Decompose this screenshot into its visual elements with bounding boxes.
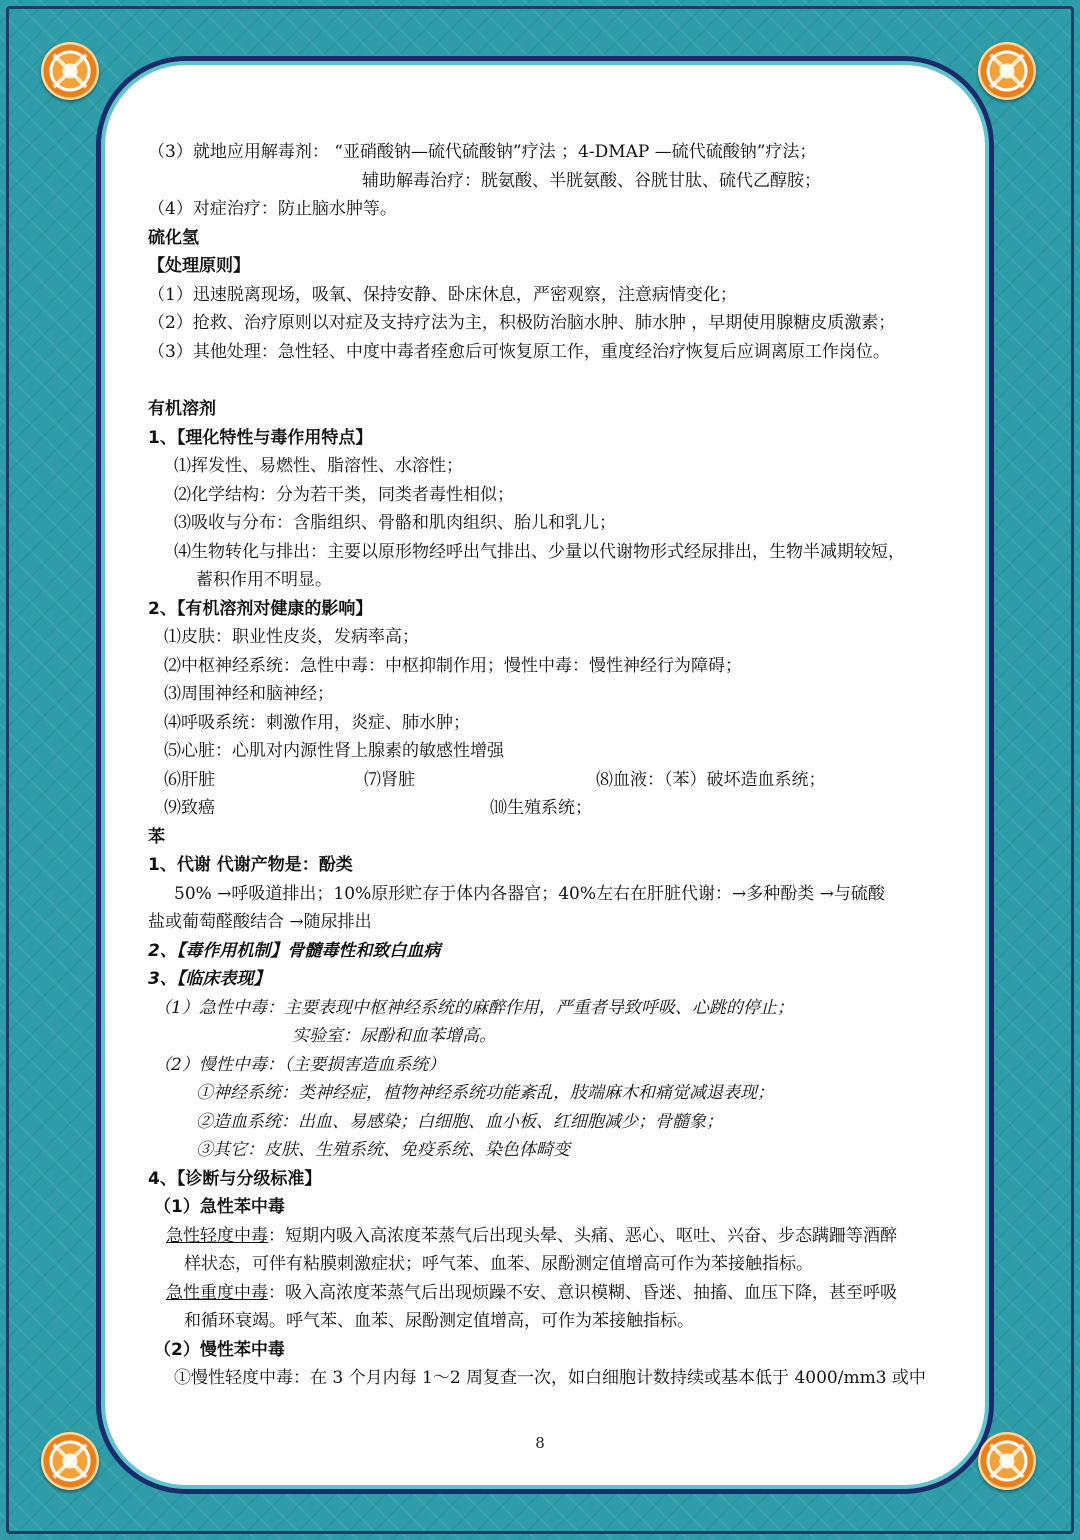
section-heading: 1、【理化特性与毒作用特点】 <box>148 428 373 448</box>
section-heading: 苯 <box>148 827 165 847</box>
text-line: （3）就地应用解毒剂： “亚硝酸钠—硫代硫酸钠”疗法 ；4-DMAP —硫代硫酸钠”疗法； <box>148 142 817 162</box>
text-line: ⑽生殖系统； <box>490 798 592 818</box>
text-line: 蓄积作用不明显。 <box>196 570 332 590</box>
corner-medallion-icon <box>41 42 99 100</box>
text-line: ⑴皮肤：职业性皮炎，发病率高； <box>164 627 419 647</box>
text-line: ③其它：皮肤、生殖系统、免疫系统、染色体畸变 <box>196 1140 570 1160</box>
text-line: ⑵化学结构：分为若干类，同类者毒性相似； <box>174 485 514 505</box>
text-line: （2）抢救、治疗原则以对症及支持疗法为主，积极防治脑水肿、肺水肿 ，早期使用腺糖皮质激素； <box>148 313 896 333</box>
text-line: ②造血系统：出血、易感染；白细胞、血小板、红细胞减少；骨髓象； <box>196 1112 723 1132</box>
section-heading: 3、【临床表现】 <box>148 969 271 989</box>
section-heading: 2、【有机溶剂对健康的影响】 <box>148 599 373 619</box>
text-span: ：吸入高浓度苯蒸气后出现烦躁不安、意识模糊、昏迷、抽搐、血压下降，甚至呼吸 <box>268 1283 897 1303</box>
text-line: ①神经系统：类神经症，植物神经系统功能紊乱，肢端麻木和痛觉减退表现； <box>196 1083 774 1103</box>
text-line: ⑷生物转化与排出：主要以原形物经呼出气排出、少量以代谢物形式经尿排出，生物半减期较短， <box>174 542 905 562</box>
text-line: ⑷呼吸系统：刺激作用，炎症、肺水肿； <box>164 713 470 733</box>
section-heading: 硫化氢 <box>148 228 199 248</box>
text-line: （1）迅速脱离现场，吸氧、保持安静、卧床休息，严密观察，注意病情变化； <box>148 285 737 305</box>
underlined-term: 急性重度中毒 <box>166 1283 268 1303</box>
section-heading: 【处理原则】 <box>148 256 250 276</box>
page-number: 8 <box>535 1434 545 1452</box>
text-line: ⑵中枢神经系统：急性中毒：中枢抑制作用；慢性中毒：慢性神经行为障碍； <box>164 656 742 676</box>
section-heading: （1）急性苯中毒 <box>154 1197 285 1217</box>
text-line: （4）对症治疗：防止脑水肿等。 <box>148 199 397 219</box>
text-line: ⑴挥发性、易燃性、脂溶性、水溶性； <box>174 456 463 476</box>
text-line <box>166 1281 897 1305</box>
text-line: ⑺肾脏 <box>364 770 415 790</box>
section-heading: 有机溶剂 <box>148 399 216 419</box>
text-line: ⑻血液：（苯）破坏造血系统； <box>596 770 826 790</box>
text-line: ⑸心脏：心肌对内源性肾上腺素的敏感性增强 <box>164 741 504 761</box>
text-line: ⑶周围神经和脑神经； <box>164 684 334 704</box>
text-line: 盐或葡萄醛酸结合 →随尿排出 <box>148 912 372 932</box>
text-line: 辅助解毒治疗：胱氨酸、半胱氨酸、谷胱甘肽、硫代乙醇胺； <box>362 171 821 191</box>
section-heading: 2、【毒作用机制】骨髓毒性和致白血病 <box>148 941 441 961</box>
text-line: ①慢性轻度中毒：在 3 个月内每 1～2 周复查一次，如白细胞计数持续或基本低于 4000/mm3 或中 <box>174 1368 926 1388</box>
underlined-term: 急性轻度中毒 <box>166 1226 268 1246</box>
text-line: （1）急性中毒：主要表现中枢神经系统的麻醉作用，严重者导致呼吸、心跳的停止； <box>154 998 794 1018</box>
section-heading: 4、【诊断与分级标准】 <box>148 1169 322 1189</box>
text-span: ：短期内吸入高浓度苯蒸气后出现头晕、头痛、恶心、呕吐、兴奋、步态蹒跚等酒醉 <box>268 1226 897 1246</box>
text-line: （2）慢性中毒：（主要损害造血系统） <box>154 1055 446 1075</box>
corner-medallion-icon <box>978 42 1036 100</box>
text-line <box>166 1224 897 1248</box>
text-line: ⑹肝脏 <box>164 770 215 790</box>
text-line: 样状态，可伴有粘膜刺激症状；呼气苯、血苯、尿酚测定值增高可作为苯接触指标。 <box>184 1254 813 1274</box>
text-line: 实验室：尿酚和血苯增高。 <box>292 1026 496 1046</box>
section-heading: 1、代谢 代谢产物是：酚类 <box>148 855 353 875</box>
text-line: （3）其他处理：急性轻、中度中毒者痊愈后可恢复原工作，重度经治疗恢复后应调离原工作岗位。 <box>148 342 890 362</box>
text-line: 和循环衰竭。呼气苯、血苯、尿酚测定值增高，可作为苯接触指标。 <box>184 1311 694 1331</box>
section-heading: （2）慢性苯中毒 <box>154 1340 285 1360</box>
text-line: 50% →呼吸道排出；10%原形贮存于体内各器官；40%左右在肝脏代谢：→多种酚类 →与硫酸 <box>174 884 885 904</box>
text-line: ⑼致癌 <box>164 798 215 818</box>
text-line: ⑶吸收与分布：含脂组织、骨骼和肌肉组织、胎儿和乳儿； <box>174 513 616 533</box>
